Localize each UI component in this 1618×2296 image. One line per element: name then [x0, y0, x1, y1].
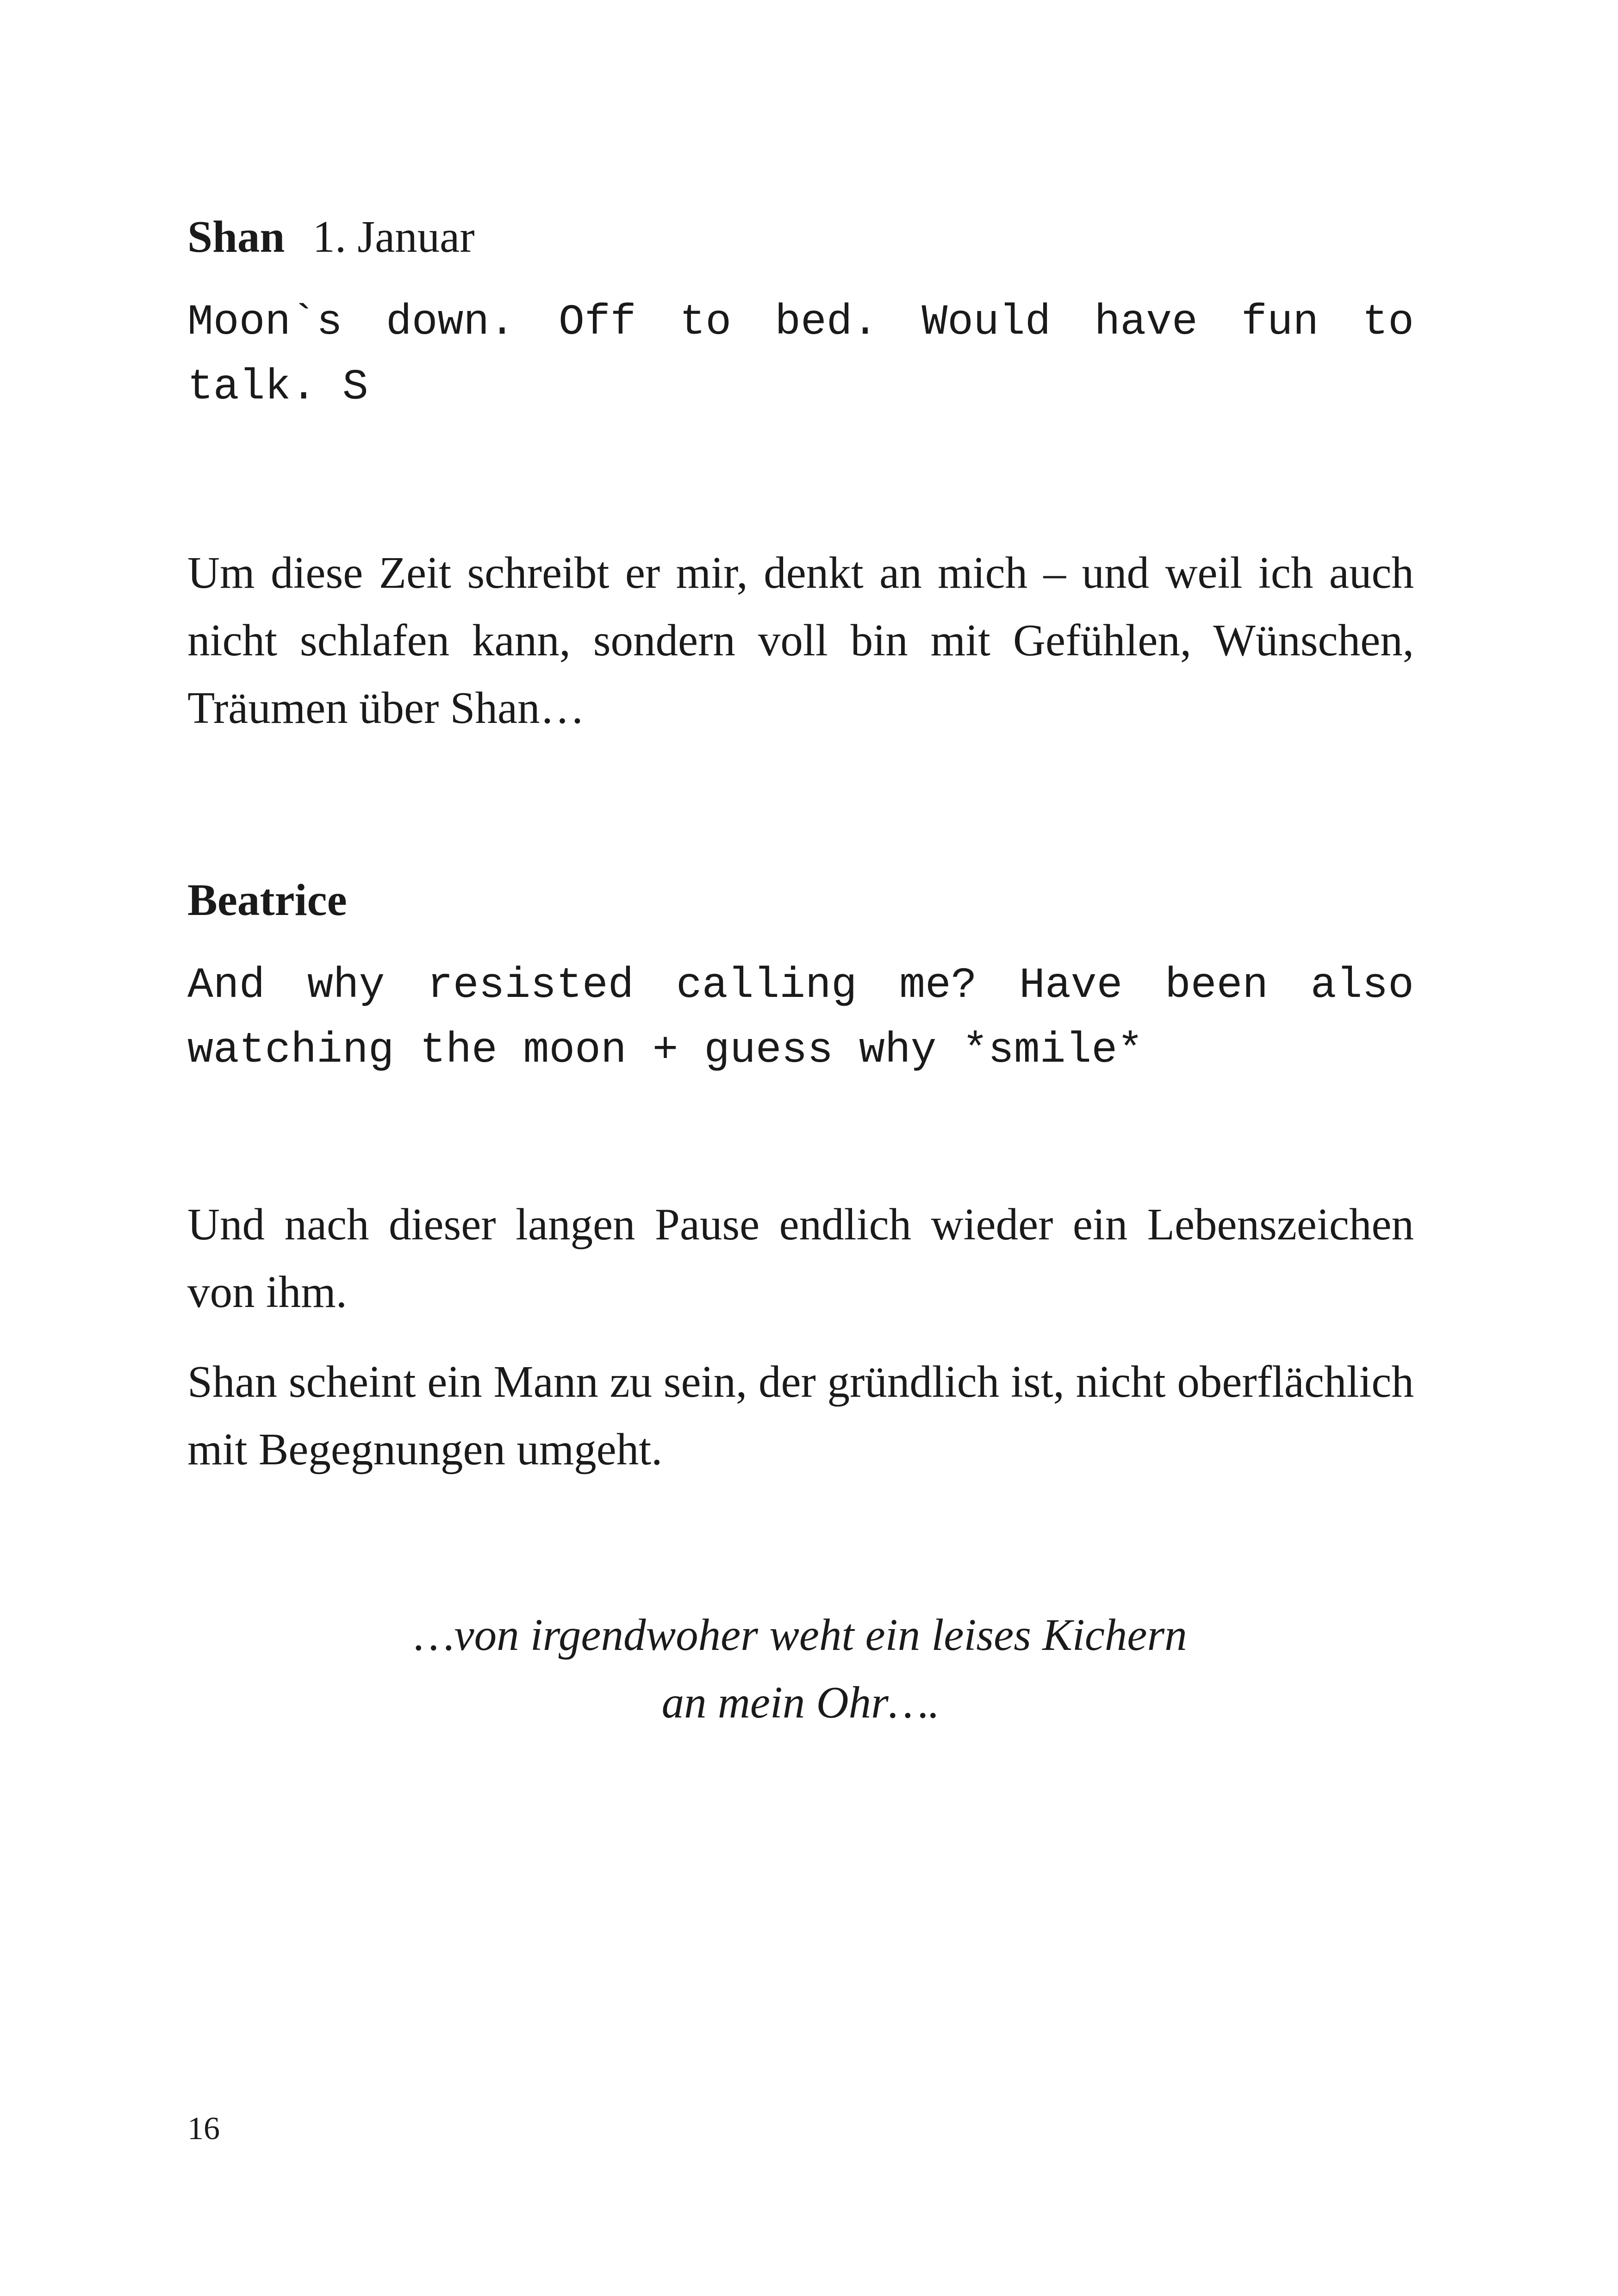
sender-name: Beatrice: [187, 875, 347, 925]
page-number: 16: [187, 2111, 220, 2147]
closing-quote-line: …von irgendwoher weht ein leises Kichern: [414, 1610, 1187, 1660]
closing-quote-line: an mein Ohr….: [661, 1678, 940, 1727]
closing-quote: [95, 1601, 1506, 1736]
narration-paragraph: Um diese Zeit schreibt er mir, denkt an mich – und weil ich auch nicht schlafen kann, sondern voll bin mit Gefühlen, Wünschen, Träumen über Shan…: [187, 548, 1414, 733]
entry-heading-beatrice: [187, 872, 347, 928]
entry-heading-shan: [187, 209, 475, 265]
narration-paragraph: Und nach dieser langen Pause endlich wieder ein Lebenszeichen von ihm.: [187, 1200, 1414, 1317]
message-text-beatrice: And why resisted calling me? Have been also watching the moon + guess why *smile*: [187, 961, 1414, 1075]
book-page: [187, 0, 1414, 2296]
sender-name: Shan: [187, 212, 285, 261]
narration-paragraph: Shan scheint ein Mann zu sein, der gründlich ist, nicht oberflächlich mit Begegnungen umgeht.: [187, 1357, 1414, 1474]
entry-date: 1. Januar: [312, 212, 475, 261]
message-text-shan: Moon`s down. Off to bed. Would have fun to talk. S: [187, 298, 1414, 411]
